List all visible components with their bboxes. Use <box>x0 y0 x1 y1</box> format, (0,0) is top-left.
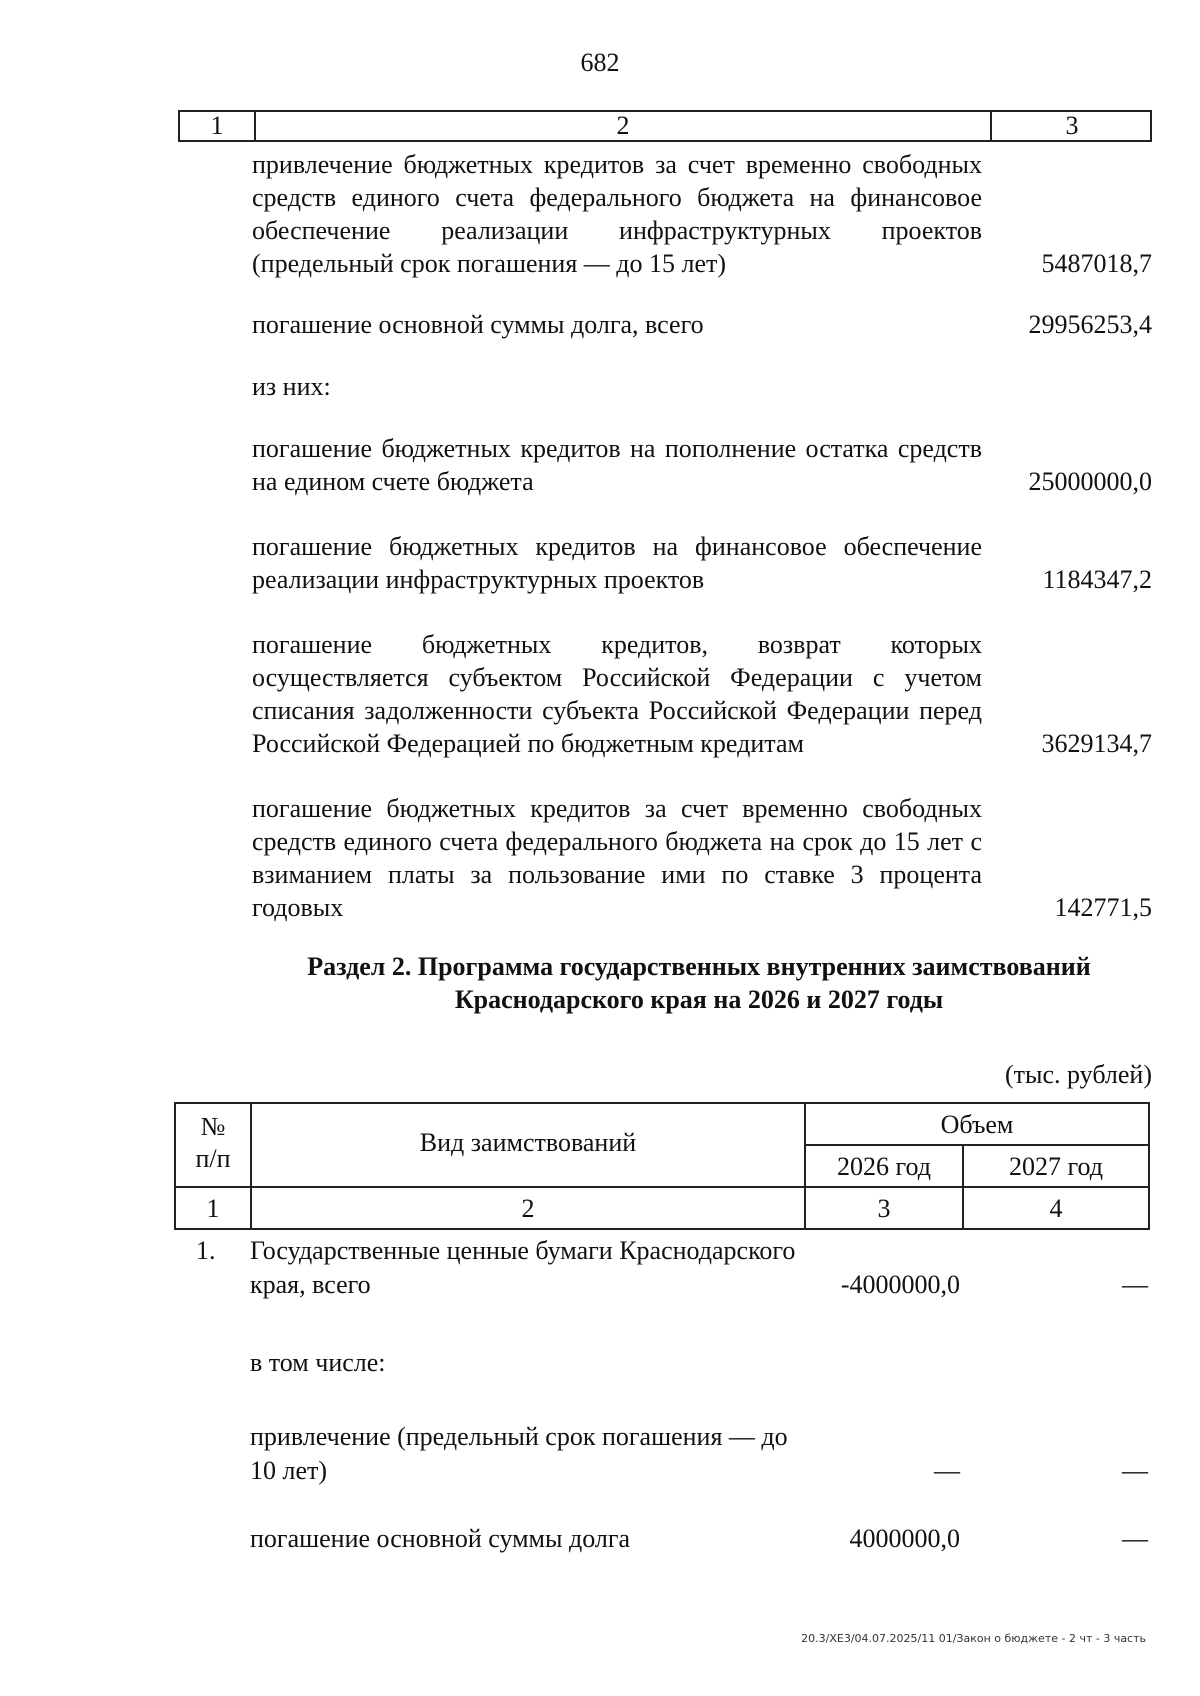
footer-document-code: 20.3/XE3/04.07.2025/11 01/Закон о бюджете - 2 чт - 3 часть <box>801 1632 1146 1645</box>
table2-header <box>174 1102 1150 1230</box>
units-label: (тыс. рублей) <box>1004 1060 1152 1089</box>
table1-row-6-value: 3629134,7 <box>1041 729 1152 758</box>
table1-row-1-text: привлечение бюджетных кредитов за счет временно свободных средств единого счета федерального бюджета на финансовое обеспечение реализации инфраструктурных проектов (предельный срок погашения — до 15 лет) <box>252 150 982 278</box>
table2-header-kind: Вид заимствований <box>419 1128 637 1157</box>
table2-header-idx3: 3 <box>877 1194 891 1223</box>
page-number: 682 <box>580 48 620 77</box>
section2-title-line1: Раздел 2. Программа государственных внутренних заимствований <box>307 952 1091 981</box>
table2-row-2-text: в том числе: <box>250 1348 386 1377</box>
table2-header-num-line1: № <box>200 1112 226 1141</box>
table1-row-2-value: 29956253,4 <box>1028 310 1152 339</box>
table1-row-5-text: погашение бюджетных кредитов на финансовое обеспечение реализации инфраструктурных проектов <box>252 532 982 594</box>
table1-header <box>178 110 1152 142</box>
table1-row-3-text: из них: <box>252 372 331 401</box>
table2-header-year-2026: 2026 год <box>837 1152 931 1181</box>
table2-row-3-2027: — <box>1122 1456 1148 1485</box>
table2-header-year-2027: 2027 год <box>1009 1152 1103 1181</box>
table2-row-1-2026: -4000000,0 <box>840 1270 960 1299</box>
table2-header-num-line2: п/п <box>195 1144 231 1173</box>
table2-row-3-text: привлечение (предельный срок погашения — до 10 лет) <box>250 1422 788 1485</box>
table1-header-col2: 2 <box>256 112 992 140</box>
table2-row-1-2027: — <box>1122 1270 1148 1299</box>
table1-header-col3: 3 <box>1065 111 1079 140</box>
table2-header-idx1: 1 <box>206 1194 220 1223</box>
table1-row-7-value: 142771,5 <box>1054 893 1152 922</box>
table2-row-4-2027: — <box>1122 1524 1148 1553</box>
table1-row-6-text: погашение бюджетных кредитов, возврат которых осуществляется субъектом Российской Федерации с учетом списания задолженности субъекта Российской Федерации перед Российской Федерацией по бюджетным кредитам <box>252 630 982 758</box>
table2-header-idx4: 4 <box>1049 1194 1063 1223</box>
section2-title-line2: Краснодарского края на 2026 и 2027 годы <box>454 985 944 1014</box>
table1-row-5-value: 1184347,2 <box>1042 565 1152 594</box>
table1-header-col1: 1 <box>180 112 256 140</box>
table1-row-2-text: погашение основной суммы долга, всего <box>252 310 704 339</box>
section2-title <box>246 950 1152 1016</box>
table2-row-3-2026: — <box>934 1456 960 1485</box>
table1-row-4-value: 25000000,0 <box>1028 467 1152 496</box>
table2-row-4-text: погашение основной суммы долга <box>250 1524 631 1553</box>
table1-row-4-text: погашение бюджетных кредитов на пополнение остатка средств на едином счете бюджета <box>252 434 982 496</box>
table2-row-1-text: Государственные ценные бумаги Краснодарского края, всего <box>250 1236 796 1299</box>
table1-row-7-text: погашение бюджетных кредитов за счет временно свободных средств единого счета федерального бюджета на срок до 15 лет с взиманием платы за пользование ими по ставке 3 процента годовых <box>252 794 982 922</box>
table1-row-1-value: 5487018,7 <box>1041 249 1152 278</box>
table2-row-1-num: 1. <box>196 1236 216 1265</box>
table2-header-volume: Объем <box>940 1110 1014 1139</box>
table2-row-4-2026: 4000000,0 <box>849 1524 960 1553</box>
table2-header-idx2: 2 <box>521 1194 535 1223</box>
